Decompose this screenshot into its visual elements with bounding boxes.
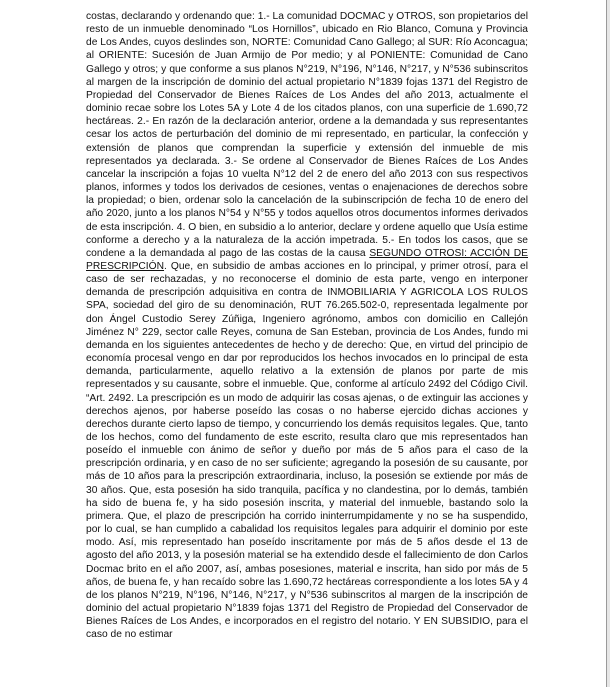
- document-body: [86, 10, 528, 642]
- section-heading-segundo-otrosi: SEGUNDO OTROSI: ACCIÓN DE PRESCRIPCIÓN: [86, 247, 528, 272]
- text-segment-petitions: costas, declarando y ordenando que: 1.- La comunidad DOCMAC y OTROS, son propietarios del resto de un inmueble denominado “Los Hornillos”, ubicado en Rio Blanco, Comuna y Provincia de Los Andes, cuyos deslindes son, NORTE: Comunidad Cano Gallego; al SUR: Río Aconcagua; al ORIENTE: Sucesión de Juan Armijo de Por medio; y al PONIENTE: Comunidad de Cano Gallego y otros; y que conforme a sus planos N°219, N°196, N°146, N°217, y N°536 subinscritos al margen de la inscripción de dominio del actual propietario N°1839 fojas 1371 del Registro de Propiedad del Conservador de Bienes Raíces de Los Andes del año 2013, actualmente el dominio recae sobre los Lotes 5A y Lote 4 de los citados planos, con una superficie de 1.690,72 hectáreas. 2.- En razón de la declaración anterior, ordene a la demandada y sus representantes cesar los actos de perturbación del dominio de mi representado, en particular, la confección y extensión de planos que comprendan la superficie y extensión del inmueble de mis representados ya declarada. 3.- Se ordene al Conservador de Bienes Raíces de Los Andes cancelar la inscripción a fojas 10 vuelta N°12 del 2 de enero del año 2013 con sus respectivos planos, informes y todos los derivados de cesiones, ventas o enajenaciones de derechos sobre la propiedad; o bien, ordenar solo la cancelación de la subinscripción de fecha 10 de enero del año 2020, junto a los planos N°54 y N°55 y todos aquellos otros documentos informes derivados de esta inscripción. 4. O bien, en subsidio a lo anterior, declare y ordene aquello que Usía estime conforme a derecho y a la naturaleza de la acción impetrada. 5.- En todos los casos, que se condene a la demandada al pago de las costas de la causa: [86, 11, 528, 259]
- body-paragraph: [86, 10, 528, 642]
- text-segment-prescription: . Que, en subsidio de ambas acciones en lo principal, y primer otrosí, para el caso de ser rechazadas, y no reconocerse el dominio de esta parte, vengo en interponer demanda de prescripción adquisitiva en contra de INMOBILIARIA Y AGRICOLA LOS RULOS SPA, sociedad del giro de su denominación, RUT 76.265.502-0, representada legalmente por don Ángel Custodio Serey Zúñiga, Ingeniero agrónomo, ambos con domicilio en Callejón Jiménez N° 229, sector calle Reyes, comuna de San Esteban, provincia de Los Andes, fundo mi demanda en los siguientes antecedentes de hecho y de derecho: Que, en virtud del principio de economía procesal vengo en dar por reproducidos los hechos invocados en lo principal de esta demanda, particularmente, aquello relativo a la extensión de planos por parte de mis representados y su causante, sobre el inmueble. Que, conforme al artículo 2492 del Código Civil. “Art. 2492. La prescripción es un modo de adquirir las cosas ajenas, o de extinguir las acciones y derechos ajenos, por haberse poseído las cosas o no haberse ejercido dichas acciones y derechos durante cierto lapso de tiempo, y concurriendo los demás requisitos legales. Que, tanto de los hechos, como del fundamento de este escrito, resulta claro que mis representados han poseído el inmueble con ánimo de señor y dueño por más de 5 años para el caso de la prescripción ordinaria, y en caso de no ser suficiente; agregando la posesión de su causante, por más de 10 años para la prescripción extraordinaria, incluso, la posesión se extiende por más de 30 años. Que, esta posesión ha sido tranquila, pacífica y no clandestina, por lo demás, también ha sido de buena fe, y ha sido posesión inscrita, y material del inmueble, bastando solo la primera. Que, el plazo de prescripción ha corrido ininterrumpidamente y no se ha suspendido, por lo cual, se han cumplido a cabalidad los requisitos legales para adquirir el dominio por este modo. Así, mis representado han poseído inscritamente por más de 5 años desde el 13 de agosto del año 2013, y la posesión material se ha extendido desde el fallecimiento de don Carlos Docmac brito en el año 2007, así, ambas posesiones, material e inscrita, han sido por más de 5 años, de buena fe, y han recaído sobre las 1.690,72 hectáreas correspondiente a los lotes 5A y 4 de los planos N°219, N°196, N°146, N°217, y N°536 subinscritos al margen de la inscripción de dominio del actual propietario N°1839 fojas 1371 del Registro de Propiedad del Conservador de Bienes Raíces de Los Andes, e incorporados en el registro del notario. Y EN SUBSIDIO, para el caso de no estimar: [86, 260, 528, 641]
- page-edge: [606, 0, 607, 687]
